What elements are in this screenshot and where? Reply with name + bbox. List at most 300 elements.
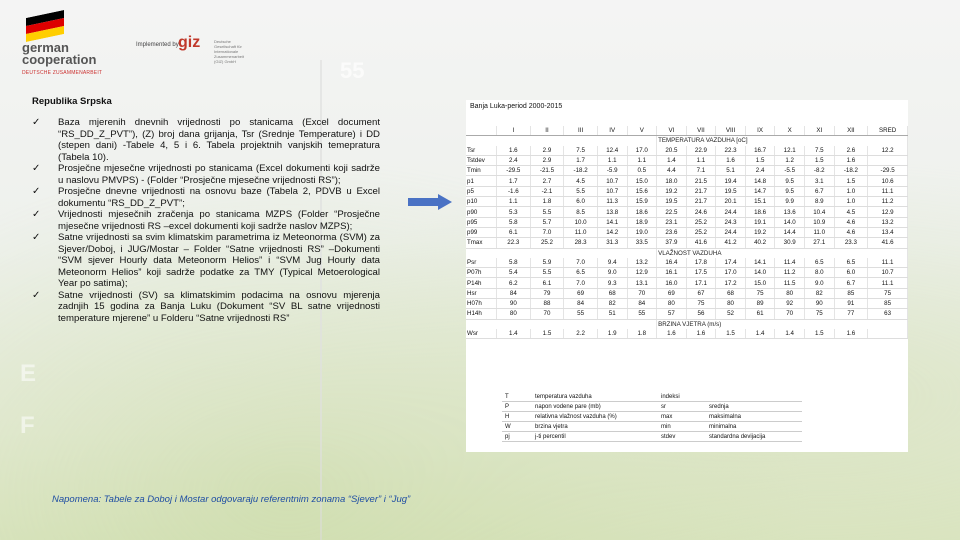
table-cell: 1.7 [564, 155, 598, 165]
table-cell: 8.9 [804, 197, 834, 207]
table-cell: 4.6 [834, 217, 868, 227]
table-cell: 25.2 [686, 227, 716, 237]
table-cell: 13.2 [627, 258, 657, 268]
table-cell: 5.8 [497, 258, 531, 268]
table-cell: 41.2 [716, 238, 746, 248]
table-cell: 21.5 [686, 176, 716, 186]
table-cell: 18.6 [627, 207, 657, 217]
table-cell: 63 [868, 309, 908, 319]
table-cell: 51 [597, 309, 627, 319]
table-cell: 17.8 [686, 258, 716, 268]
table-cell: 12.9 [868, 207, 908, 217]
table-cell: 85 [834, 288, 868, 298]
table-cell: 1.6 [657, 329, 687, 339]
column-header: XII [834, 126, 868, 136]
column-header: VI [657, 126, 687, 136]
table-cell: -5.5 [775, 166, 805, 176]
section-title-row [466, 136, 908, 146]
column-header: V [627, 126, 657, 136]
table-row [466, 329, 908, 339]
table-cell: 15.0 [627, 176, 657, 186]
list-item: ✓ Satne vrijednosti (SV) sa klimatskimim podacima na osnovu mjerenja zadnjih 15 godina za Banja Luku (Dokument “SV BL satne vrijednosti temperature mjerene” u Folderu “Satne vrijednosti RS” [32, 289, 380, 324]
table-cell: 1.1 [497, 197, 531, 207]
table-row [466, 146, 908, 156]
table-cell: 16.4 [657, 258, 687, 268]
table-row [466, 197, 908, 207]
legend-row [502, 422, 802, 432]
table-cell: 10.9 [804, 217, 834, 227]
logo-text: german cooperation [22, 40, 97, 67]
legend-cell [706, 392, 802, 402]
implemented-by-label: Implemented by [136, 42, 179, 48]
table-cell: -2.1 [530, 186, 564, 196]
table-cell: 75 [868, 288, 908, 298]
table-cell: 3.1 [804, 176, 834, 186]
table-cell: 15.1 [745, 197, 775, 207]
table-row [466, 217, 908, 227]
table-cell: 20.1 [716, 197, 746, 207]
table-cell: 91 [834, 299, 868, 309]
table-cell: 41.6 [686, 238, 716, 248]
table-cell: 8.0 [804, 268, 834, 278]
table-cell: 10.0 [564, 217, 598, 227]
table-cell: 9.5 [775, 176, 805, 186]
table-cell: 5.4 [497, 268, 531, 278]
table-cell: 69 [657, 288, 687, 298]
column-header: IV [597, 126, 627, 136]
column-header: VII [686, 126, 716, 136]
table-cell: 6.5 [834, 258, 868, 268]
table-row [466, 176, 908, 186]
table-cell: 56 [686, 309, 716, 319]
table-cell: 84 [564, 299, 598, 309]
table-cell: 25.2 [686, 217, 716, 227]
table-cell: 52 [716, 309, 746, 319]
table-cell: 1.4 [775, 329, 805, 339]
german-flag-icon [26, 10, 64, 42]
column-header: XI [804, 126, 834, 136]
row-label: p99 [466, 227, 497, 237]
table-cell: 7.5 [564, 146, 598, 156]
table-cell: 75 [804, 309, 834, 319]
table-cell: 14.2 [597, 227, 627, 237]
table-cell: 2.9 [530, 146, 564, 156]
table-cell: 23.3 [834, 238, 868, 248]
table-cell: 6.5 [804, 258, 834, 268]
background-letter-e: E [20, 360, 37, 387]
table-cell: 1.5 [804, 329, 834, 339]
table-cell: 1.8 [627, 329, 657, 339]
table-cell: 75 [745, 288, 775, 298]
legend-cell: j-ti percentil [532, 432, 658, 442]
legend-cell: T [502, 392, 532, 402]
table-cell: 80 [775, 288, 805, 298]
row-label: P07h [466, 268, 497, 278]
table-cell: 12.9 [627, 268, 657, 278]
table-cell: 15.0 [745, 278, 775, 288]
bullet-list [32, 117, 380, 324]
table-cell: 22.5 [657, 207, 687, 217]
table-cell: 40.2 [745, 238, 775, 248]
table-cell: 37.9 [657, 238, 687, 248]
table-cell: 8.5 [564, 207, 598, 217]
table-cell: -29.5 [868, 166, 908, 176]
table-cell: 2.4 [497, 155, 531, 165]
background-letter-f: F [20, 412, 35, 439]
table-cell: 4.6 [834, 227, 868, 237]
table-cell: 28.3 [564, 238, 598, 248]
table-cell: 1.6 [834, 329, 868, 339]
row-label: Tsr [466, 146, 497, 156]
table-cell: 80 [657, 299, 687, 309]
legend-cell: temperatura vazduha [532, 392, 658, 402]
row-label: p10 [466, 197, 497, 207]
table-cell: 6.1 [530, 278, 564, 288]
table-cell: 1.6 [497, 146, 531, 156]
table-cell: 11.0 [564, 227, 598, 237]
table-cell: 5.9 [530, 258, 564, 268]
table-cell: 6.5 [564, 268, 598, 278]
table-cell: 17.4 [716, 258, 746, 268]
table-cell: 11.1 [868, 186, 908, 196]
table-cell: 1.4 [497, 329, 531, 339]
legend-cell: relativna vlažnost vazduha (%) [532, 412, 658, 422]
table-row [466, 268, 908, 278]
check-icon: ✓ [32, 209, 41, 220]
legend-cell: W [502, 422, 532, 432]
legend-cell: standardna devijacija [706, 432, 802, 442]
check-icon: ✓ [32, 117, 41, 128]
table-cell: 4.4 [657, 166, 687, 176]
background-number: 55 [340, 58, 365, 83]
row-label: Wsr [466, 329, 497, 339]
table-cell: 5.5 [564, 186, 598, 196]
legend-cell: napon vodene pare (mb) [532, 402, 658, 412]
legend-cell: maksimalna [706, 412, 802, 422]
table-cell: 70 [627, 288, 657, 298]
row-label: p1 [466, 176, 497, 186]
table-cell: 2.4 [745, 166, 775, 176]
legend-row [502, 402, 802, 412]
table-cell: 1.0 [834, 197, 868, 207]
table-cell: 16.1 [657, 268, 687, 278]
table-cell: 2.9 [530, 155, 564, 165]
column-header: II [530, 126, 564, 136]
section-title: TEMPERATURA VAZDUHA [oC] [657, 136, 908, 146]
table-cell: 9.0 [597, 268, 627, 278]
table-legend [502, 392, 802, 442]
table-cell: 18.0 [657, 176, 687, 186]
list-item: ✓ Prosječne mjesečne vrijednosti po stanicama (Excel dokumenti koji sadrže u naslovu PMVPS) - (Folder “Prosječne mjesečne vrijednosti RS”); [32, 163, 380, 186]
table-cell: 16.0 [657, 278, 687, 288]
table-cell: 57 [657, 309, 687, 319]
row-label: p5 [466, 186, 497, 196]
table-cell: -18.2 [834, 166, 868, 176]
table-cell: 30.9 [775, 238, 805, 248]
legend-cell: stdev [658, 432, 706, 442]
table-cell: 89 [745, 299, 775, 309]
table-cell: 1.0 [834, 186, 868, 196]
table-cell: 19.2 [745, 227, 775, 237]
table-cell: 9.9 [775, 197, 805, 207]
arrow-right-icon [408, 194, 452, 210]
table-cell: 14.1 [597, 217, 627, 227]
table-cell: 22.3 [497, 238, 531, 248]
table-cell [868, 155, 908, 165]
legend-row [502, 412, 802, 422]
table-cell: 1.1 [686, 155, 716, 165]
table-cell: 11.3 [597, 197, 627, 207]
logo-subtitle: DEUTSCHE ZUSAMMENARBEIT [22, 70, 103, 76]
table-cell: 1.7 [497, 176, 531, 186]
table-cell: 15.9 [627, 197, 657, 207]
table-cell: 14.0 [775, 217, 805, 227]
section-heading: Republika Srpska [32, 96, 112, 107]
table-cell: 84 [627, 299, 657, 309]
table-row [466, 207, 908, 217]
table-cell: 1.1 [627, 155, 657, 165]
table-cell: 12.4 [597, 146, 627, 156]
column-header: IX [745, 126, 775, 136]
table-cell: 69 [564, 288, 598, 298]
table-cell: 75 [686, 299, 716, 309]
table-row [466, 166, 908, 176]
table-cell: 80 [497, 309, 531, 319]
table-cell: 4.5 [834, 207, 868, 217]
giz-subtitle: Deutsche Gesellschaft für Internationale Zusammenarbeit (GIZ) GmbH [214, 39, 245, 64]
table-cell: 7.0 [530, 227, 564, 237]
table-cell: 24.3 [716, 217, 746, 227]
table-cell: 33.5 [627, 238, 657, 248]
table-cell: 2.2 [564, 329, 598, 339]
table-cell: 19.4 [716, 176, 746, 186]
table-cell: 41.6 [868, 238, 908, 248]
table-cell: 10.4 [804, 207, 834, 217]
footnote: Napomena: Tabele za Doboj i Mostar odgovaraju referentnim zonama “Sjever” i “Jug” [52, 494, 411, 505]
table-cell: 1.2 [775, 155, 805, 165]
climate-data-grid [466, 126, 908, 339]
legend-cell: sr [658, 402, 706, 412]
table-cell: 1.4 [745, 329, 775, 339]
table-cell: 9.0 [804, 278, 834, 288]
table-cell: 7.5 [804, 146, 834, 156]
row-label: Hsr [466, 288, 497, 298]
table-cell: 2.7 [530, 176, 564, 186]
legend-row [502, 392, 802, 402]
table-cell: 6.7 [834, 278, 868, 288]
table-cell: 21.7 [686, 186, 716, 196]
table-cell: 1.5 [834, 176, 868, 186]
table-cell: 23.1 [657, 217, 687, 227]
row-label: Tmin [466, 166, 497, 176]
table-cell: 92 [775, 299, 805, 309]
table-cell: 13.6 [775, 207, 805, 217]
table-cell: 14.7 [745, 186, 775, 196]
table-cell: 18.9 [627, 217, 657, 227]
table-cell: 17.0 [627, 146, 657, 156]
table-row [466, 258, 908, 268]
table-cell: 1.8 [530, 197, 564, 207]
table-cell: 1.4 [657, 155, 687, 165]
legend-cell: P [502, 402, 532, 412]
table-cell: 88 [530, 299, 564, 309]
legend-cell: H [502, 412, 532, 422]
legend-cell: brzina vjetra [532, 422, 658, 432]
table-cell: 27.1 [804, 238, 834, 248]
column-header: VIII [716, 126, 746, 136]
table-row [466, 155, 908, 165]
table-cell: 85 [868, 299, 908, 309]
table-cell: -29.5 [497, 166, 531, 176]
table-cell: 90 [497, 299, 531, 309]
table-cell: 24.6 [686, 207, 716, 217]
table-cell: 1.1 [597, 155, 627, 165]
climate-table [466, 100, 908, 452]
table-cell: 55 [564, 309, 598, 319]
table-cell: 1.9 [597, 329, 627, 339]
table-cell: 19.2 [657, 186, 687, 196]
list-item: ✓ Vrijednosti mjesečnih zračenja po stanicama MZPS (Folder “Prosječne mjesečne vrijednosti RS –excel dokumenti koji sadrže naslov MZPS); [32, 209, 380, 232]
table-cell: -21.5 [530, 166, 564, 176]
table-cell: 7.0 [564, 258, 598, 268]
table-cell: 19.1 [745, 217, 775, 227]
table-cell: 17.1 [686, 278, 716, 288]
check-icon: ✓ [32, 163, 41, 174]
giz-logo: giz [178, 34, 201, 51]
table-header-row [466, 126, 908, 136]
table-caption: Banja Luka-period 2000-2015 [470, 103, 563, 110]
table-row [466, 309, 908, 319]
table-cell: 9.5 [775, 186, 805, 196]
table-row [466, 278, 908, 288]
table-cell: 4.5 [564, 176, 598, 186]
list-item: ✓ Satne vrijednosti sa svim klimatskim parametrima iz Meteonorma (SVM) za Sjever/Doboj, i JUG/Mostar – Folder “Satne vrijednosti RS” –Dokumenti “SVM sjever Hourly data Meteonorm Helios” i “SVM Jug Hourly data Meteonorm Helios” koji sadrže podatke za TMY (Typical Metoerological Year po satima); [32, 232, 380, 289]
table-cell: 79 [530, 288, 564, 298]
legend-cell: srednja [706, 402, 802, 412]
table-cell: 6.7 [804, 186, 834, 196]
row-label: Tmax [466, 238, 497, 248]
column-header: X [775, 126, 805, 136]
table-cell: 13.1 [627, 278, 657, 288]
table-row [466, 299, 908, 309]
table-row [466, 186, 908, 196]
table-cell: 17.0 [716, 268, 746, 278]
column-header: SRED [868, 126, 908, 136]
table-cell: 5.1 [716, 166, 746, 176]
table-cell: 9.4 [597, 258, 627, 268]
table-cell: 14.1 [745, 258, 775, 268]
table-cell: 11.2 [775, 268, 805, 278]
table-cell: 10.6 [868, 176, 908, 186]
table-cell: 13.4 [868, 227, 908, 237]
table-cell: 11.1 [868, 278, 908, 288]
table-cell: 61 [745, 309, 775, 319]
check-icon: ✓ [32, 289, 41, 301]
table-cell: 13.8 [597, 207, 627, 217]
row-label: Psr [466, 258, 497, 268]
table-cell: 20.5 [657, 146, 687, 156]
table-cell: 5.7 [530, 217, 564, 227]
table-cell: 55 [627, 309, 657, 319]
table-cell: 1.5 [804, 155, 834, 165]
table-cell: 9.3 [597, 278, 627, 288]
row-label: H07h [466, 299, 497, 309]
table-cell: 5.3 [497, 207, 531, 217]
table-cell: 15.6 [627, 186, 657, 196]
table-cell: 19.5 [716, 186, 746, 196]
table-cell: 14.4 [775, 227, 805, 237]
table-cell: 23.6 [657, 227, 687, 237]
table-cell [868, 329, 908, 339]
table-cell: 10.7 [868, 268, 908, 278]
table-cell: 1.6 [834, 155, 868, 165]
legend-cell: pj [502, 432, 532, 442]
table-cell: 68 [597, 288, 627, 298]
table-cell: 22.3 [716, 146, 746, 156]
table-cell: 31.3 [597, 238, 627, 248]
list-item: ✓ Baza mjerenih dnevnih vrijednosti po stanicama (Excel document “RS_DD_Z_PVT”), (Z) broj dana grijanja, Tsr (Srednje Temperature) i DD (stepen dani) -Tabele 4, 5 i 6. Tabela projektnih vanjskih temepratura (Tabela 10). [32, 117, 380, 163]
table-cell: 1.6 [686, 329, 716, 339]
table-cell: 84 [497, 288, 531, 298]
table-cell: 77 [834, 309, 868, 319]
table-cell: 6.0 [564, 197, 598, 207]
section-title: BRZINA VJETRA (m/s) [657, 319, 908, 329]
table-cell: 82 [597, 299, 627, 309]
table-cell: 5.5 [530, 207, 564, 217]
table-row [466, 238, 908, 248]
section-title-row [466, 319, 908, 329]
table-cell: 10.7 [597, 176, 627, 186]
table-cell: 1.5 [716, 329, 746, 339]
table-cell: 21.7 [686, 197, 716, 207]
table-cell: 82 [804, 288, 834, 298]
table-cell: 67 [686, 288, 716, 298]
row-label: p90 [466, 207, 497, 217]
table-cell: 7.1 [686, 166, 716, 176]
table-cell: 0.5 [627, 166, 657, 176]
table-cell: -18.2 [564, 166, 598, 176]
legend-cell: minimalna [706, 422, 802, 432]
table-cell: 70 [775, 309, 805, 319]
column-header [466, 126, 497, 136]
table-cell: 11.5 [775, 278, 805, 288]
table-cell: -8.2 [804, 166, 834, 176]
row-label: P14h [466, 278, 497, 288]
section-title-row [466, 248, 908, 258]
table-row [466, 227, 908, 237]
table-cell: 5.8 [497, 217, 531, 227]
legend-cell: min [658, 422, 706, 432]
table-cell: 2.6 [834, 146, 868, 156]
table-cell: 80 [716, 299, 746, 309]
table-cell: 5.5 [530, 268, 564, 278]
table-cell: 18.6 [745, 207, 775, 217]
table-cell: 19.0 [627, 227, 657, 237]
column-header: I [497, 126, 531, 136]
table-cell: 25.2 [530, 238, 564, 248]
check-icon: ✓ [32, 186, 41, 197]
table-cell: 17.5 [686, 268, 716, 278]
table-cell: 10.7 [597, 186, 627, 196]
table-cell: 14.0 [745, 268, 775, 278]
table-cell: 68 [716, 288, 746, 298]
legend-cell: max [658, 412, 706, 422]
table-cell: 24.4 [716, 207, 746, 217]
table-cell: 6.1 [497, 227, 531, 237]
table-cell: 24.4 [716, 227, 746, 237]
table-cell: 17.2 [716, 278, 746, 288]
table-cell: -5.9 [597, 166, 627, 176]
